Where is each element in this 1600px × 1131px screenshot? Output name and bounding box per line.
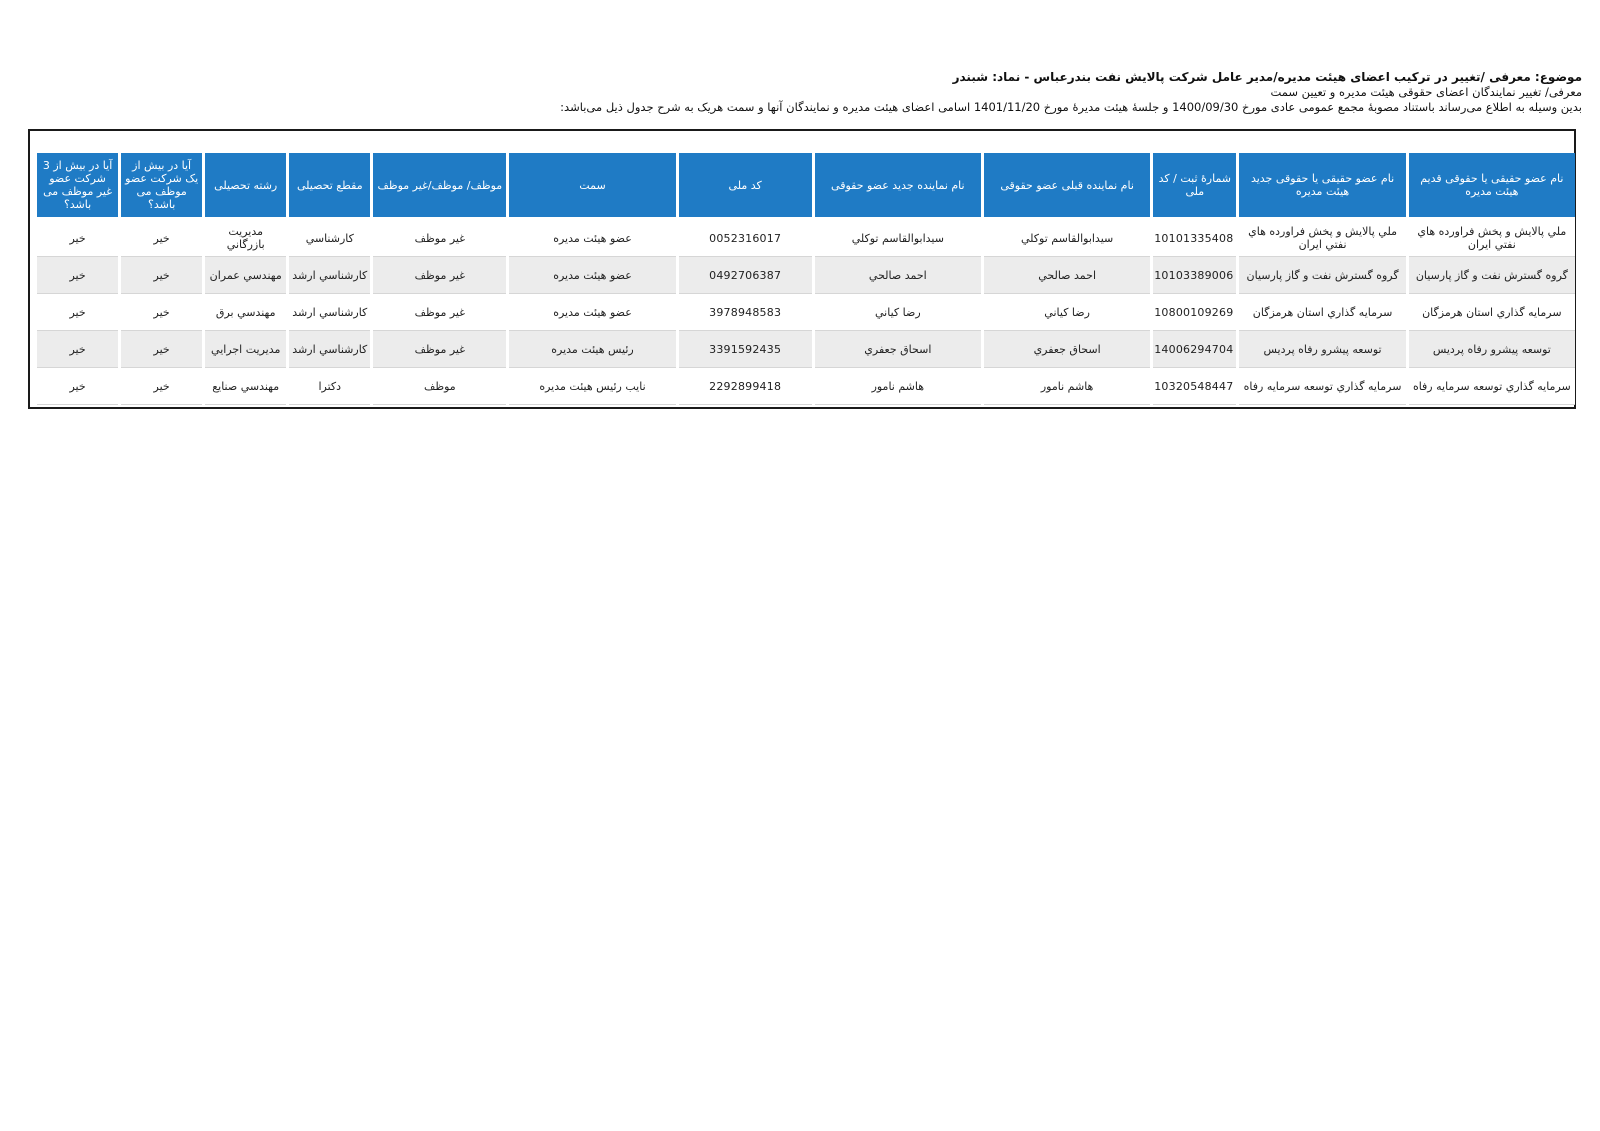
cell-old-member: سرمايه گذاري استان هرمزگان	[1409, 294, 1575, 331]
board-members-table	[34, 153, 1578, 405]
header-new-representative: نام نماینده جدید عضو حقوقی	[815, 153, 981, 220]
cell-multi-executive: خير	[121, 368, 202, 405]
table-row	[37, 220, 1575, 257]
cell-multi-nonexecutive: خير	[37, 294, 118, 331]
cell-new-member: توسعه پيشرو رفاه پرديس	[1239, 331, 1405, 368]
table-row	[37, 257, 1575, 294]
cell-new-representative: رضا کياني	[815, 294, 981, 331]
header-previous-representative: نام نماینده قبلی عضو حقوقی	[984, 153, 1150, 220]
cell-multi-nonexecutive: خير	[37, 368, 118, 405]
header-new-member: نام عضو حقیقی یا حقوقی جدید هیئت مدیره	[1239, 153, 1405, 220]
cell-education-level: کارشناسي ارشد	[289, 294, 370, 331]
cell-multi-executive: خير	[121, 294, 202, 331]
cell-field-of-study: مديريت اجرايي	[205, 331, 286, 368]
cell-position: رئيس هيئت مديره	[509, 331, 675, 368]
cell-executive-status: موظف	[373, 368, 506, 405]
header-multi-nonexecutive-question: آیا در بیش از 3 شرکت عضو غیر موظف می باشد؟	[37, 153, 118, 220]
cell-previous-representative: احمد صالحي	[984, 257, 1150, 294]
cell-education-level: کارشناسي	[289, 220, 370, 257]
header-national-code: کد ملی	[679, 153, 812, 220]
cell-position: نايب رئيس هيئت مديره	[509, 368, 675, 405]
cell-new-member: ملي پالايش و پخش فراورده هاي نفتي ايران	[1239, 220, 1405, 257]
cell-national-code: 2292899418	[679, 368, 812, 405]
cell-executive-status: غير موظف	[373, 294, 506, 331]
cell-position: عضو هيئت مديره	[509, 220, 675, 257]
cell-old-member: گروه گسترش نفت و گاز پارسيان	[1409, 257, 1575, 294]
cell-new-representative: سيدابوالقاسم توکلي	[815, 220, 981, 257]
cell-field-of-study: مهندسي برق	[205, 294, 286, 331]
cell-executive-status: غير موظف	[373, 220, 506, 257]
cell-registration-number: 10320548447	[1153, 368, 1236, 405]
cell-field-of-study: مهندسي عمران	[205, 257, 286, 294]
header-multi-executive-question: آیا در بیش از یک شرکت عضو موظف می باشد؟	[121, 153, 202, 220]
cell-multi-executive: خير	[121, 331, 202, 368]
header-executive-status: موظف/ موظف/غیر موظف	[373, 153, 506, 220]
cell-national-code: 0052316017	[679, 220, 812, 257]
cell-new-representative: هاشم نامور	[815, 368, 981, 405]
cell-registration-number: 10103389006	[1153, 257, 1236, 294]
cell-position: عضو هيئت مديره	[509, 257, 675, 294]
table-header-row	[37, 153, 1575, 220]
header-field-of-study: رشته تحصیلی	[205, 153, 286, 220]
document-header	[462, 70, 1582, 115]
document-intro-text: بدین وسیله به اطلاع می‌رساند باستناد مصوبهٔ مجمع عمومی عادی مورخ 1400/09/30 و جلسهٔ هیئت مدیرهٔ مورخ 1401/11/20 اسامی اعضای هیئت مدیره و نمایندگان آنها و سمت هریک به شرح جدول ذیل می‌باشد:	[560, 100, 1582, 114]
cell-executive-status: غير موظف	[373, 257, 506, 294]
cell-new-member: سرمايه گذاري استان هرمزگان	[1239, 294, 1405, 331]
cell-new-member: گروه گسترش نفت و گاز پارسيان	[1239, 257, 1405, 294]
cell-national-code: 0492706387	[679, 257, 812, 294]
document-subtitle: معرفی/ تغییر نمایندگان اعضای حقوقی هیئت مدیره و تعیین سمت	[1270, 85, 1582, 99]
cell-executive-status: غير موظف	[373, 331, 506, 368]
header-education-level: مقطع تحصیلی	[289, 153, 370, 220]
cell-education-level: کارشناسي ارشد	[289, 331, 370, 368]
header-old-member: نام عضو حقیقی یا حقوقی قدیم هیئت مدیره	[1409, 153, 1575, 220]
cell-previous-representative: سيدابوالقاسم توکلي	[984, 220, 1150, 257]
cell-field-of-study: مهندسي صنايع	[205, 368, 286, 405]
cell-multi-nonexecutive: خير	[37, 331, 118, 368]
cell-position: عضو هيئت مديره	[509, 294, 675, 331]
cell-previous-representative: اسحاق جعفري	[984, 331, 1150, 368]
header-position: سمت	[509, 153, 675, 220]
cell-field-of-study: مديريت بازرگاني	[205, 220, 286, 257]
cell-old-member: سرمايه گذاري توسعه سرمايه رفاه	[1409, 368, 1575, 405]
header-registration-number: شمارهٔ ثبت / کد ملی	[1153, 153, 1236, 220]
cell-education-level: کارشناسي ارشد	[289, 257, 370, 294]
table-row	[37, 294, 1575, 331]
cell-education-level: دکترا	[289, 368, 370, 405]
cell-multi-nonexecutive: خير	[37, 257, 118, 294]
cell-new-member: سرمايه گذاري توسعه سرمايه رفاه	[1239, 368, 1405, 405]
table-row	[37, 368, 1575, 405]
cell-old-member: توسعه پيشرو رفاه پرديس	[1409, 331, 1575, 368]
cell-previous-representative: رضا کياني	[984, 294, 1150, 331]
table-row	[37, 331, 1575, 368]
cell-multi-executive: خير	[121, 220, 202, 257]
cell-registration-number: 14006294704	[1153, 331, 1236, 368]
cell-national-code: 3391592435	[679, 331, 812, 368]
cell-registration-number: 10800109269	[1153, 294, 1236, 331]
cell-new-representative: اسحاق جعفري	[815, 331, 981, 368]
cell-registration-number: 10101335408	[1153, 220, 1236, 257]
document-subject: موضوع: معرفی /تغییر در ترکیب اعضای هیئت مدیره/مدیر عامل شرکت پالایش نفت بندرعباس - نماد: شبندر	[952, 70, 1582, 84]
cell-multi-nonexecutive: خير	[37, 220, 118, 257]
cell-national-code: 3978948583	[679, 294, 812, 331]
cell-new-representative: احمد صالحي	[815, 257, 981, 294]
cell-old-member: ملي پالايش و پخش فراورده هاي نفتي ايران	[1409, 220, 1575, 257]
cell-previous-representative: هاشم نامور	[984, 368, 1150, 405]
cell-multi-executive: خير	[121, 257, 202, 294]
